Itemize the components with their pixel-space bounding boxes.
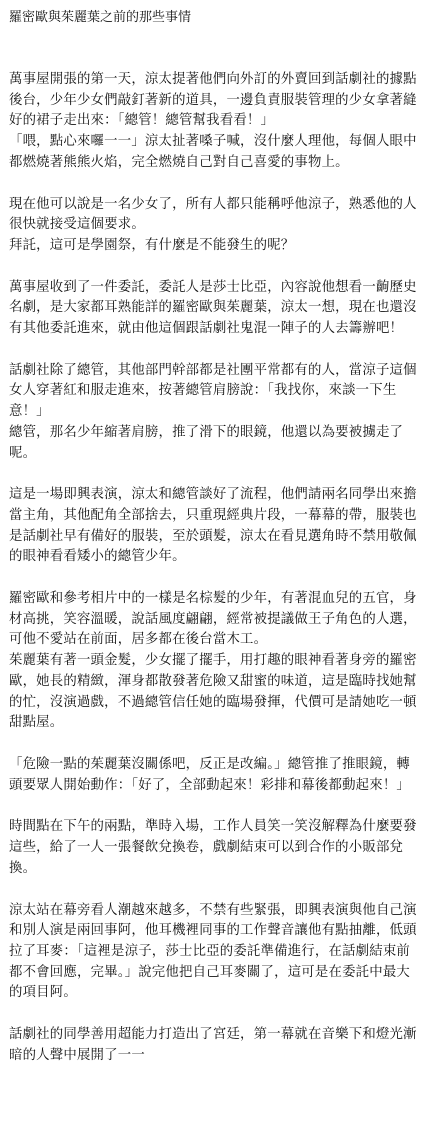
text-line: 意！」 — [9, 404, 50, 420]
text-line: 當主角，其他配角全部捨去，只重現經典片段，一幕幕的帶，服裝也 — [9, 507, 417, 523]
text-line: 的項目阿。 — [9, 985, 77, 1001]
paragraph — [9, 361, 429, 465]
text-line: 拜託，這可是學園祭，有什麼是不能發生的呢？ — [9, 237, 295, 253]
text-line: 羅密歐和參考相片中的一樣是名棕髮的少年，有著混血兒的五官，身 — [9, 591, 417, 607]
paragraph — [9, 485, 429, 568]
paragraph — [9, 1025, 429, 1066]
text-line: 時間點在下午的兩點，準時入場，工作人員笑一笑沒解釋為什麼要發 — [9, 819, 417, 835]
text-line: 和別人演是兩回事阿，他耳機裡同事的工作聲音讓他有點抽離，低頭 — [9, 923, 417, 939]
text-line: 女人穿著紅和服走進來，按著總管肩膀說：「我找你，來談一下生 — [9, 383, 397, 399]
text-line: 的忙，沒演過戲，不過總管信任她的臨場發揮，代價可是請她吃一頓 — [9, 694, 417, 710]
text-line: 都不會回應，完畢。」說完他把自己耳麥關了，這可是在委託中最大 — [9, 964, 411, 980]
text-line: 暗的人聲中展開了一一 — [9, 1047, 145, 1063]
text-line: 「喂，點心來囉一一」涼太扯著嗓子喊，沒什麼人理他，每個人眼中 — [9, 134, 417, 150]
document-body — [9, 70, 429, 1066]
text-line: 的眼神看看矮小的總管少年。 — [9, 549, 186, 565]
text-line: 呢。 — [9, 445, 37, 461]
text-line: 現在他可以說是一名少女了，所有人都只能稱呼他涼子，熟悉他的人 — [9, 196, 417, 212]
paragraph — [9, 589, 429, 734]
text-line: 材高挑，笑容溫暖，說話風度翩翩，經常被提議做王子角色的人選， — [9, 611, 417, 627]
text-line: 換。 — [9, 860, 37, 876]
text-line: 有其他委託進來，就由他這個跟話劇社鬼混一陣子的人去籌辦吧！ — [9, 321, 404, 337]
text-line: 好的裙子走出來：「總管！總管幫我看看！」 — [9, 113, 275, 129]
text-line: 歐，她長的精緻，渾身都散發著危險又甜蜜的味道，這是臨時找她幫 — [9, 673, 417, 689]
document-title: 羅密歐與茱麗葉之前的那些事情 — [9, 10, 192, 25]
text-line: 名劇，是大家都耳熟能詳的羅密歐與茱麗葉，涼太一想，現在也還沒 — [9, 300, 417, 316]
text-line: 很快就接受這個要求。 — [9, 217, 145, 233]
text-line: 這些，給了一人一張餐飲兌換卷，戲劇結束可以到合作的小販部兌 — [9, 840, 404, 856]
text-line: 涼太站在幕旁看人潮越來越多，不禁有些緊張，即興表演與他自己演 — [9, 902, 417, 918]
text-line: 是話劇社早有備好的服裝，至於頭髮，涼太在看見選角時不禁用敬佩 — [9, 528, 417, 544]
paragraph — [9, 70, 429, 174]
text-line: 拉了耳麥：「這裡是涼子，莎士比亞的委託準備進行，在話劇結束前 — [9, 943, 411, 959]
text-line: 總管，那名少年縮著肩膀，推了滑下的眼鏡，他還以為要被擄走了 — [9, 424, 404, 440]
paragraph — [9, 278, 429, 340]
text-line: 頭要眾人開始動作：「好了，全部動起來！彩排和幕後都動起來！」 — [9, 777, 411, 793]
text-line: 萬事屋收到了一件委託，委託人是莎士比亞，內容說他想看一齣歷史 — [9, 279, 417, 295]
paragraph — [9, 755, 429, 796]
text-line: 「危險一點的茱麗葉沒關係吧，反正是改編。」總管推了推眼鏡，轉 — [9, 756, 411, 772]
text-line: 後台，少年少女們敲釘著新的道具，一邊負責服裝管理的少女拿著縫 — [9, 92, 417, 108]
paragraph — [9, 901, 429, 1005]
text-line: 可他不愛站在前面，居多都在後台當木工。 — [9, 632, 268, 648]
text-line: 話劇社的同學善用超能力打造出了宮廷，第一幕就在音樂下和燈光漸 — [9, 1027, 417, 1043]
text-line: 甜點屋。 — [9, 715, 64, 731]
paragraph — [9, 817, 429, 879]
text-line: 萬事屋開張的第一天，涼太提著他們向外訂的外賣回到話劇社的據點 — [9, 72, 417, 87]
text-line: 話劇社除了總管，其他部門幹部都是社團平常都有的人，當涼子這個 — [9, 362, 417, 378]
text-line: 這是一場即興表演，涼太和總管談好了流程，他們請兩名同學出來擔 — [9, 487, 417, 503]
paragraph — [9, 195, 429, 257]
text-line: 都燃燒著熊熊火焰，完全燃燒自己對自己喜愛的事物上。 — [9, 154, 349, 170]
text-line: 茱麗葉有著一頭金髮，少女擺了擺手，用打趣的眼神看著身旁的羅密 — [9, 653, 417, 669]
